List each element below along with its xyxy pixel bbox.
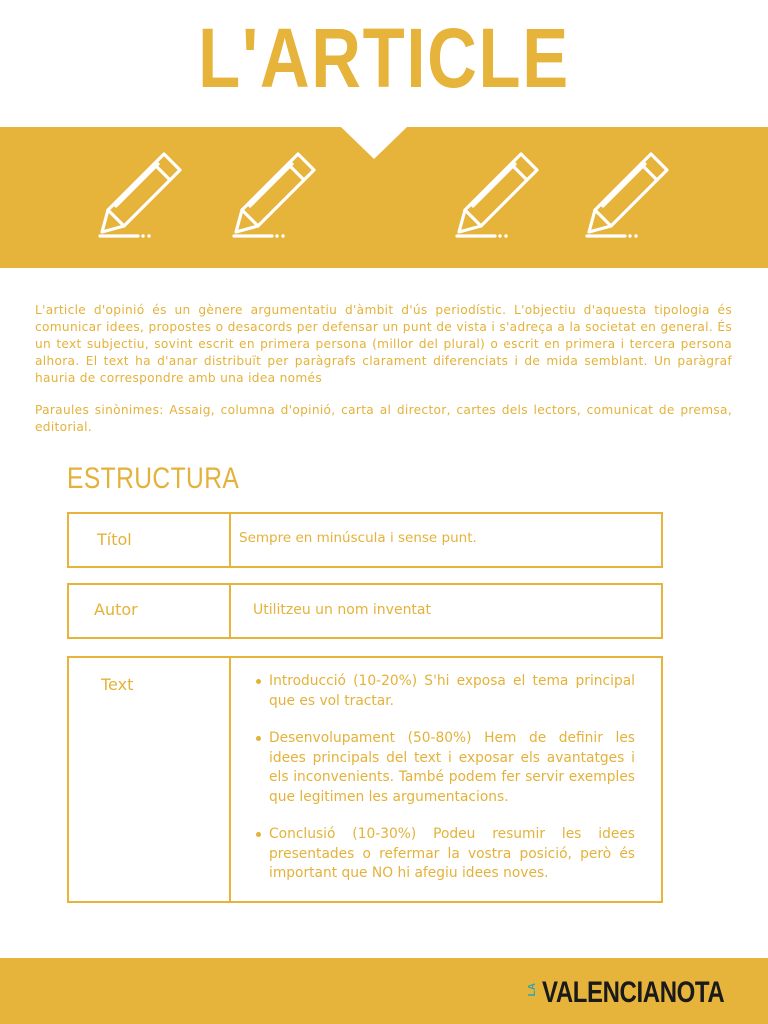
intro-paragraph: L'article d'opinió és un gènere argumentatiu d'àmbit d'ús periodístic. L'objectiu d'aquesta tipologia és comunicar idees, propostes o desacords per defensar un punt de vista i s'adreça a la societat en general. És un text subjectiu, sovint escrit en primera persona (millor del plural) o escrit en primera i tercera persona alhora. El text ha d'anar distribuït per paràgrafs clarament diferenciats i de mida semblant. Un paràgraf hauria de correspondre amb una idea només	[35, 303, 732, 385]
row-label-text: Autor	[94, 600, 138, 619]
page-title: L'ARTICLE	[198, 11, 570, 105]
intro-text	[35, 302, 732, 436]
brand-logo	[527, 974, 740, 1010]
row-content	[231, 514, 661, 566]
row-content-text: Sempre en minúscula i sense punt.	[239, 530, 477, 546]
row-content-text: Utilitzeu un nom inventat	[253, 602, 431, 618]
logo-name: VALENCIANOTA	[542, 976, 725, 1009]
row-label-text: Títol	[97, 530, 132, 549]
list-item: Introducció (10-20%) S'hi exposa el tema principal que es vol tractar.	[269, 672, 661, 711]
row-label-text: Text	[101, 675, 134, 694]
synonyms-paragraph: Paraules sinònimes: Assaig, columna d'opinió, carta al director, cartes dels lectors, comunicat de premsa, editorial.	[35, 403, 732, 434]
list-item: Desenvolupament (50-80%) Hem de definir les idees principals del text i exposar els avantatges i els inconvenients. També podem fer servir exemples que legitimen les argumentacions.	[269, 729, 661, 807]
row-content	[231, 658, 661, 901]
structure-row-text	[67, 656, 663, 903]
row-label	[69, 658, 231, 901]
logo-prefix: LA	[527, 982, 539, 996]
row-content	[231, 585, 661, 637]
row-label	[69, 514, 231, 566]
banner-notch	[341, 127, 407, 159]
pencil-icon	[92, 148, 188, 244]
pencil-icon	[226, 148, 322, 244]
structure-title: ESTRUCTURA	[67, 462, 240, 495]
row-label	[69, 585, 231, 637]
pencil-icon	[579, 148, 675, 244]
list-item: Conclusió (10-30%) Podeu resumir les idees presentades o refermar la vostra posició, però és important que NO hi afegiu idees noves.	[269, 825, 661, 884]
structure-row-title	[67, 512, 663, 568]
text-points-list	[231, 672, 661, 884]
pencil-icon	[449, 148, 545, 244]
structure-row-author	[67, 583, 663, 639]
